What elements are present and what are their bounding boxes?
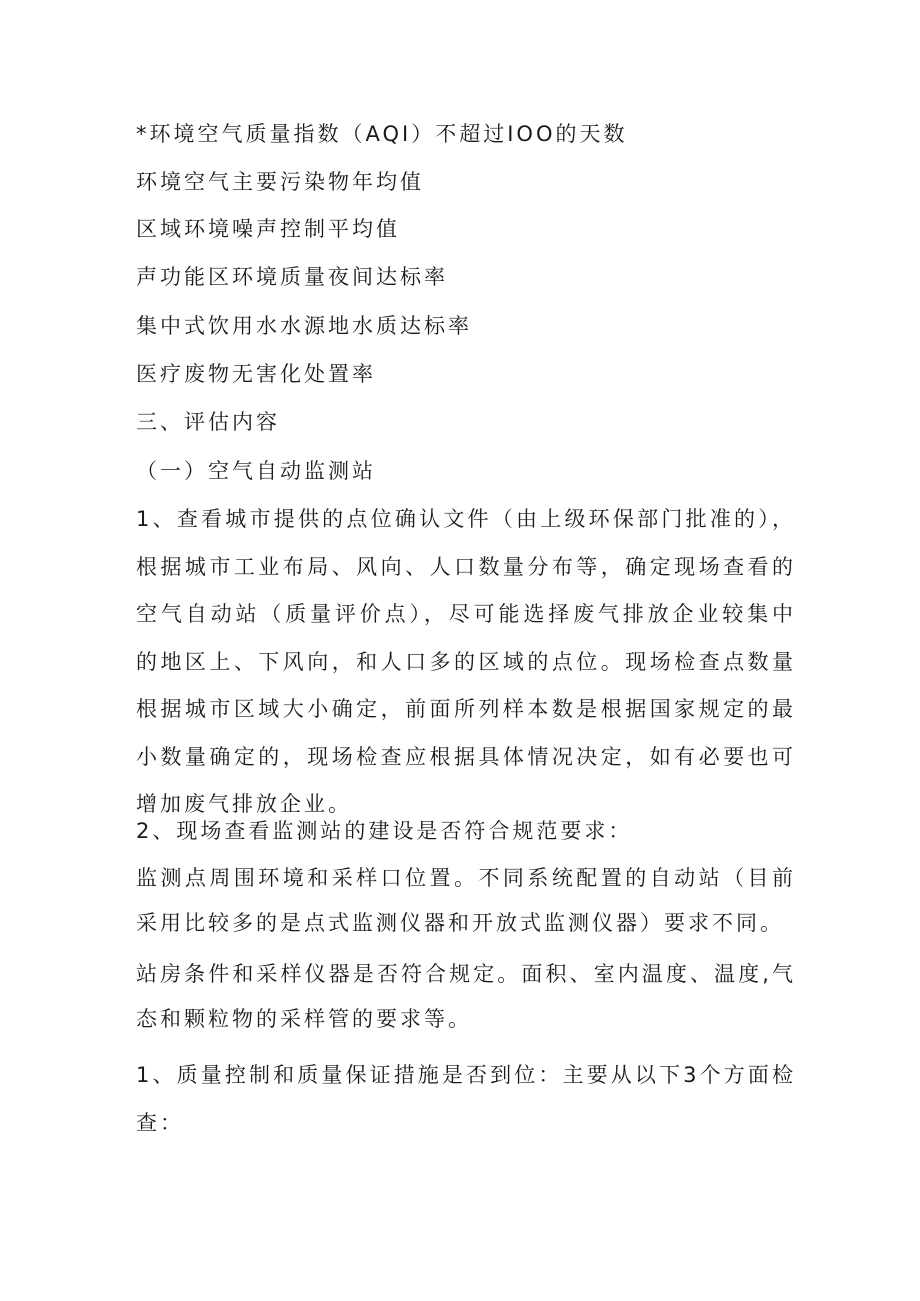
paragraph-station-conditions: 站房条件和采样仪器是否符合规定。面积、室内温度、温度,气态和颗粒物的采样管的要求等。 — [136, 962, 796, 1031]
paragraph-station-construction: 2、现场查看监测站的建设是否符合规范要求： — [136, 819, 633, 843]
indicator-regional-noise-average: 区域环境噪声控制平均值 — [136, 217, 400, 241]
section-title: 三、评估内容 — [136, 410, 280, 434]
indicator-drinking-water-compliance: 集中式饮用水水源地水质达标率 — [136, 314, 472, 338]
indicator-aqi-days: *环境空气质量指数（AQI）不超过IOO的天数 — [136, 122, 628, 146]
subsection-title: （一）空气自动监测站 — [136, 459, 376, 483]
paragraph-point-selection: 1、查看城市提供的点位确认文件（由上级环保部门批准的），根据城市工业布局、风向、人口数量分布等，确定现场查看的空气自动站（质量评价点），尽可能选择废气排放企业较集中的地区上、下风向，和人口多的区域的点位。现场检查点数量根据城市区域大小确定，前面所列样本数是根据国家规定的最小数量确定的，现场检查应根据具体情况决定，如有必要也可增加废气排放企业。 — [136, 507, 796, 816]
paragraph-quality-control: 1、质量控制和质量保证措施是否到位：主要从以下3个方面检查： — [136, 1063, 796, 1135]
indicator-noise-night-compliance: 声功能区环境质量夜间达标率 — [136, 265, 448, 289]
paragraph-sampling-location: 监测点周围环境和采样口位置。不同系统配置的自动站（目前采用比较多的是点式监测仪器和开放式监测仪器）要求不同。 — [136, 866, 796, 935]
indicator-air-pollutant-annual-mean: 环境空气主要污染物年均值 — [136, 170, 424, 194]
indicator-medical-waste-disposal: 医疗废物无害化处置率 — [136, 362, 376, 386]
